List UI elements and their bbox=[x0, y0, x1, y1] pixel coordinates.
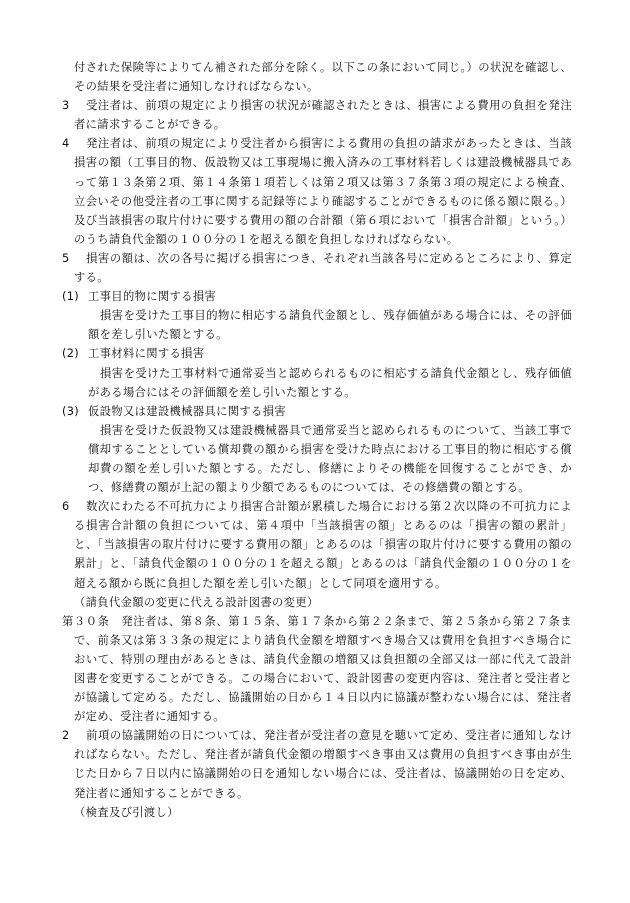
subitem-2-heading bbox=[62, 344, 572, 363]
subitem-number: (1) bbox=[62, 290, 80, 304]
article-caption: （検査及び引渡し） bbox=[74, 805, 179, 819]
subitem-number: (3) bbox=[62, 404, 80, 418]
subitem-number: (2) bbox=[62, 347, 80, 361]
clause-text: 数次にわたる不可抗力により損害合計額が累積した場合における第２次以降の不可抗力による損害合計額の負担については、第４項中「当該損害の額」とあるのは「損害の額の累計」と、「当該損害の取片付けに要する費用の額」とあるのは「損害の取片付けに要する費用の額の累計」と、「請負代金額の１００分の１を超える額」とあるのは「請負代金額の１００分の１を超える額から既に負担した額を差し引いた額」として同項を適用する。 bbox=[74, 500, 572, 590]
clause-text: 損害の額は、次の各号に掲げる損害につき、それぞれ当該各号に定めるところにより、算定する。 bbox=[74, 251, 572, 285]
subitem-title: 工事材料に関する損害 bbox=[88, 347, 205, 361]
clause-number: 2 bbox=[62, 729, 70, 743]
clause-2 bbox=[62, 726, 572, 802]
subitem-1-body: 損害を受けた工事目的物に相応する請負代金額とし、残存価値がある場合には、その評価額を差し引いた額とする。 bbox=[88, 309, 572, 342]
clause-3 bbox=[62, 96, 572, 134]
clause-6 bbox=[62, 497, 572, 592]
clause-number: 4 bbox=[62, 137, 70, 151]
subitem-2-body: 損害を受けた工事材料で通常妥当と認められるものに相応する請負代金額とし、残存価値がある場合にはその評価額を差し引いた額とする。 bbox=[88, 366, 572, 399]
subitem-title: 工事目的物に関する損害 bbox=[88, 290, 217, 304]
clause-number: 5 bbox=[62, 251, 70, 265]
article-30: 第３０条 発注者は、第８条、第１５条、第１７条から第２２条まで、第２５条から第２７条まで、前条又は第３３条の規定により請負代金額を増額すべき場合又は費用を負担すべき場合において、特別の理由があるときは、請負代金額の増額又は負担額の全部又は一部に代えて設計図書を変更することができる。この場合において、設計図書の変更内容は、発注者と受注者とが協議して定める。ただし、協議開始の日から１４日以内に協議が整わない場合には、発注者が定め、受注者に通知する。 bbox=[62, 614, 572, 724]
clause-text: 受注者は、前項の規定により損害の状況が確認されたときは、損害による費用の負担を発注者に請求することができる。 bbox=[74, 99, 572, 132]
subitem-1-heading bbox=[62, 287, 572, 306]
clause-5 bbox=[62, 249, 572, 287]
subitem-title: 仮設物又は建設機械器具に関する損害 bbox=[88, 404, 286, 418]
article-caption: （請負代金額の変更に代える設計図書の変更） bbox=[74, 595, 319, 609]
clause-number: 3 bbox=[62, 99, 70, 113]
document-page bbox=[62, 58, 572, 822]
subitem-3-heading bbox=[62, 402, 572, 421]
subitem-3-body: 損害を受けた仮設物又は建設機械器具で通常妥当と認められるものについて、当該工事で償却することとしている償却費の額から損害を受けた時点における工事目的物に相応する償却費の額を差し引いた額とする。ただし、修繕によりその機能を回復することができ、かつ、修繕費の額が上記の額より少額であるものについては、その修繕費の額とする。 bbox=[88, 423, 572, 495]
clause-text: 前項の協議開始の日については、発注者が受注者の意見を聴いて定め、受注者に通知しなければならない。ただし、発注者が請負代金額の増額すべき事由又は費用の負担すべき事由が生じた日から７日以内に協議開始の日を通知しない場合には、受注者は、協議開始の日を定め、発注者に通知することができる。 bbox=[74, 729, 572, 800]
clause-4 bbox=[62, 134, 572, 249]
paragraph-continuation: 付された保険等によりてん補された部分を除く。以下この条において同じ。）の状況を確認し、その結果を受注者に通知しなければならない。 bbox=[74, 61, 572, 94]
clause-text: 発注者は、前項の規定により受注者から損害による費用の負担の請求があったときは、当該損害の額（工事目的物、仮設物又は工事現場に搬入済みの工事材料若しくは建設機械器具であって第１３条第２項、第１４条第１項若しくは第２項又は第３７条第３項の規定による検査、立会いその他受注者の工事に関する記録等により確認することができるものに係る額に限る。）及び当該損害の取片付けに要する費用の額の合計額（第６項において「損害合計額」という。）のうち請負代金額の１００分の１を超える額を負担しなければならない。 bbox=[74, 137, 572, 246]
clause-number: 6 bbox=[62, 500, 70, 514]
